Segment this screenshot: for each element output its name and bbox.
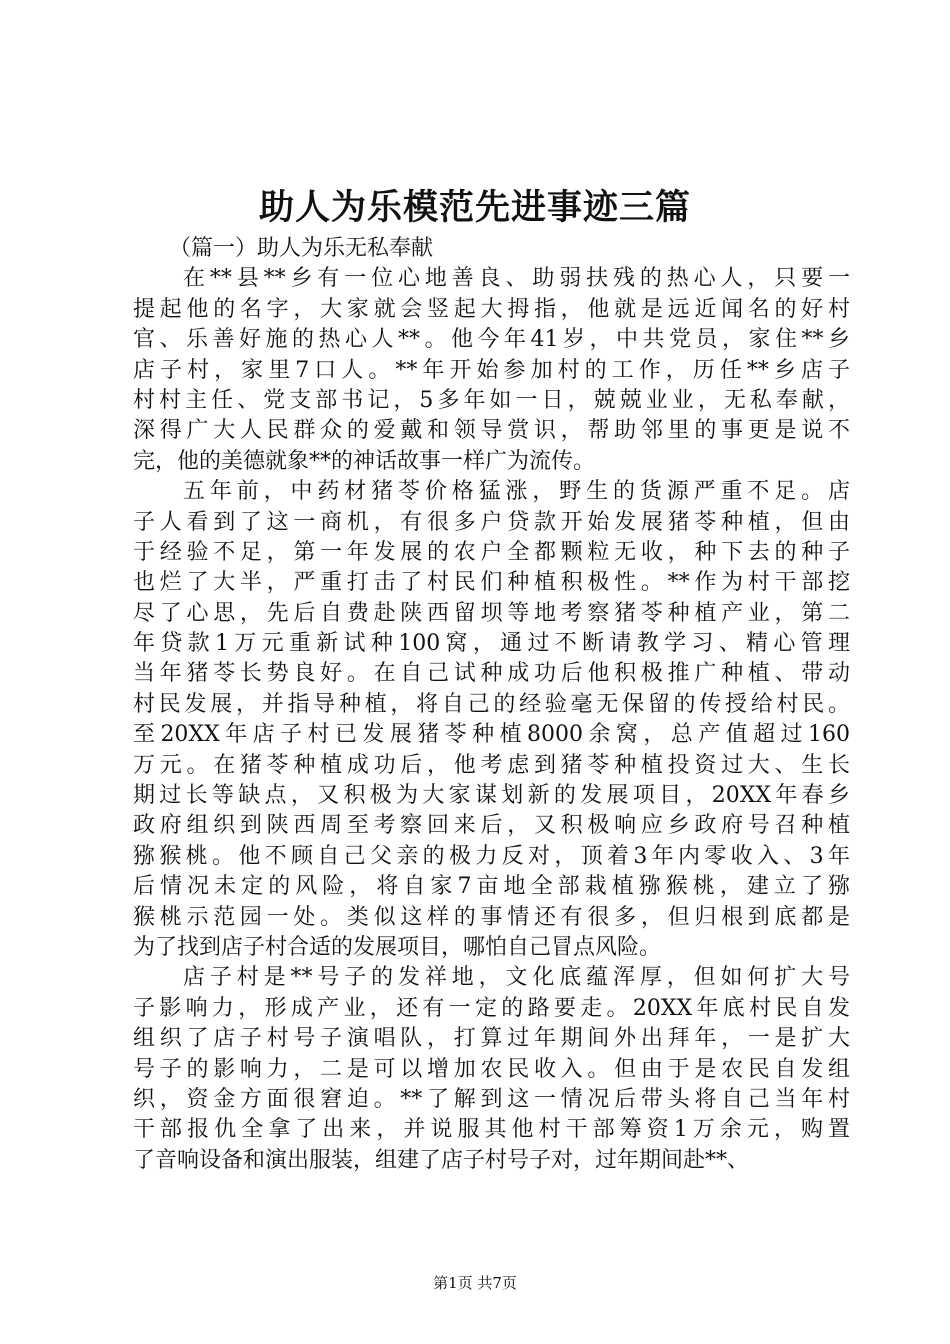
paragraph-line: 子人看到了这一商机，有很多户贷款开始发展猪苓种植，但由 xyxy=(133,509,850,535)
paragraph-line: 村村主任、党支部书记，5多年如一日，兢兢业业，无私奉献， xyxy=(133,387,850,413)
paragraph-line: 提起他的名字，大家就会竖起大拇指，他就是远近闻名的好村 xyxy=(133,296,850,322)
paragraph-line: 完，他的美德就象**的神话故事一样广为流传。 xyxy=(133,448,596,474)
paragraph-line: 店子村，家里7口人。**年开始参加村的工作，历任**乡店子 xyxy=(133,357,850,383)
paragraph-line: 号子的影响力，二是可以增加农民收入。但由于是农民自发组 xyxy=(133,1056,850,1082)
paragraph-line: 在**县**乡有一位心地善良、助弱扶残的热心人，只要一 xyxy=(183,266,850,292)
paragraph-line: 村民发展，并指导种植，将自己的经验毫无保留的传授给村民。 xyxy=(133,691,850,717)
paragraph-line: 五年前，中药材猪苓价格猛涨，野生的货源严重不足。店 xyxy=(183,479,850,505)
paragraph-line: 深得广大人民群众的爱戴和领导赏识，帮助邻里的事更是说不 xyxy=(133,418,850,444)
paragraph-line: 于经验不足，第一年发展的农户全都颗粒无收，种下去的种子 xyxy=(133,539,850,565)
paragraph-line: 当年猪苓长势良好。在自己试种成功后他积极推广种植、带动 xyxy=(133,661,850,687)
paragraph-line: 店子村是**号子的发祥地，文化底蕴浑厚，但如何扩大号 xyxy=(183,965,850,991)
paragraph-list xyxy=(133,264,850,1176)
paragraph-line: 子影响力，形成产业，还有一定的路要走。20XX年底村民自发 xyxy=(133,995,850,1021)
paragraph-line: 组织了店子村号子演唱队，打算过年期间外出拜年，一是扩大 xyxy=(133,1026,850,1052)
section-heading: （篇一）助人为乐无私奉献 xyxy=(169,236,434,261)
paragraph xyxy=(133,963,850,1176)
paragraph-line: 官、乐善好施的热心人**。他今年41岁，中共党员，家住**乡 xyxy=(133,327,850,353)
paragraph-line: 猴桃示范园一处。类似这样的事情还有很多，但归根到底都是 xyxy=(133,904,850,930)
paragraph-line: 后情况未定的风险，将自家7亩地全部栽植猕猴桃，建立了猕 xyxy=(133,874,850,900)
paragraph-line: 至20XX年店子村已发展猪苓种植8000余窝，总产值超过160 xyxy=(133,722,850,748)
paragraph-line: 织，资金方面很窘迫。**了解到这一情况后带头将自己当年村 xyxy=(133,1086,850,1112)
paragraph-line: 了音响设备和演出服装，组建了店子村号子对，过年期间赴**、 xyxy=(133,1147,750,1173)
paragraph-line: 万元。在猪苓种植成功后，他考虑到猪苓种植投资过大、生长 xyxy=(133,752,850,778)
paragraph-line: 干部报仇全拿了出来，并说服其他村干部筹资1万余元，购置 xyxy=(133,1117,850,1143)
paragraph-line: 尽了心思，先后自费赴陕西留坝等地考察猪苓种植产业，第二 xyxy=(133,600,850,626)
document-body xyxy=(133,234,850,1176)
paragraph-line: 年贷款1万元重新试种100窝，通过不断请教学习、精心管理 xyxy=(133,631,850,657)
paragraph-line: 为了找到店子村合适的发展项目，哪怕自己冒点风险。 xyxy=(133,935,662,960)
paragraph-line: 也烂了大半，严重打击了村民们种植积极性。**作为村干部挖 xyxy=(133,570,850,596)
document-title: 助人为乐模范先进事迹三篇 xyxy=(258,188,691,228)
paragraph-line: 猕猴桃。他不顾自己父亲的极力反对，顶着3年内零收入、3年 xyxy=(133,843,850,869)
paragraph xyxy=(133,477,850,963)
page-footer: 第1页 共7页 xyxy=(433,1274,517,1292)
paragraph xyxy=(133,264,850,477)
paragraph-line: 期过长等缺点，又积极为大家谋划新的发展项目，20XX年春乡 xyxy=(133,783,850,809)
paragraph-line: 政府组织到陕西周至考察回来后，又积极响应乡政府号召种植 xyxy=(133,813,850,839)
